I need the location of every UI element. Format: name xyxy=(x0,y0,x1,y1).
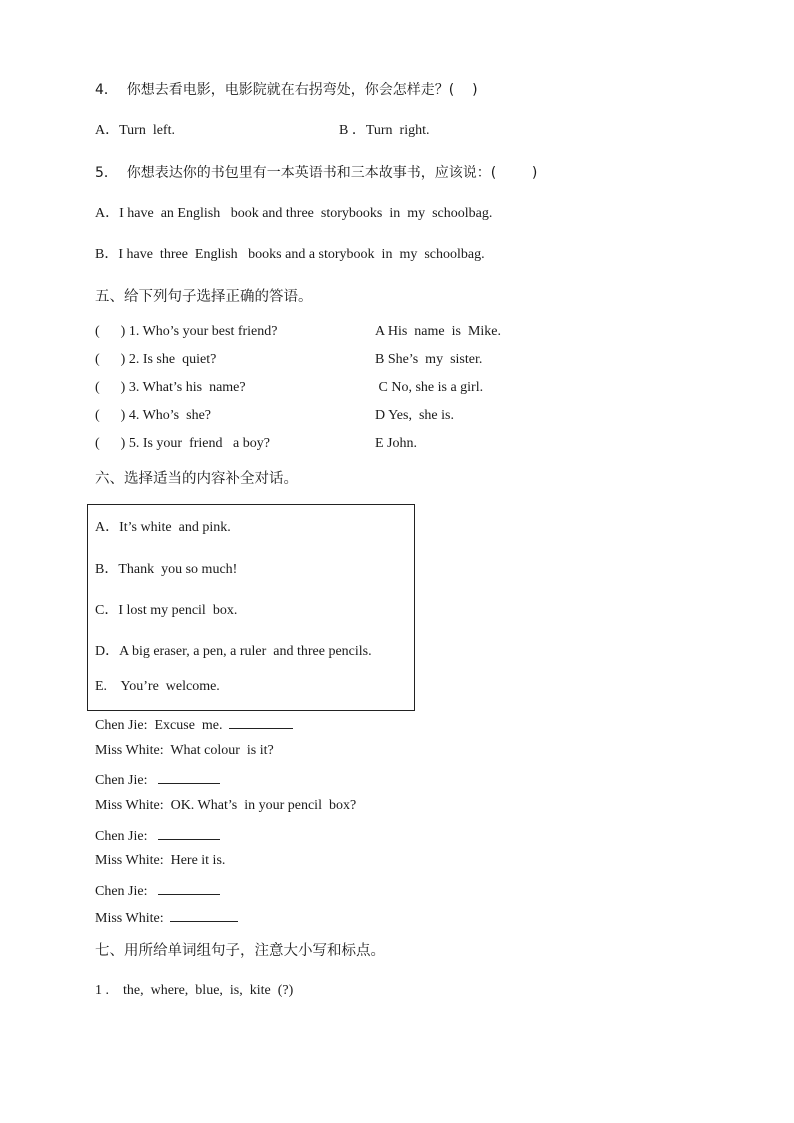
matching-answer-a: A His name is Mike. xyxy=(375,324,501,339)
dialogue-line-2: Miss White: What colour is it? xyxy=(95,743,274,758)
dialogue-line-4: Miss White: OK. What’s in your pencil box? xyxy=(95,798,357,813)
dialogue-text: Chen Jie: Excuse me. xyxy=(95,718,223,733)
section-6-heading: 六、选择适当的内容补全对话。 xyxy=(95,471,298,487)
reorder-item-1: 1 . the, where, blue, is, kite (?) xyxy=(95,983,294,998)
question-4-option-b: B ．Turn right. xyxy=(339,123,430,138)
question-5: 5． 你想表达你的书包里有一本英语书和三本故事书，应该说：( ) xyxy=(95,165,538,181)
dialogue-option-c: C．I lost my pencil box. xyxy=(95,603,238,618)
matching-question-3: ( ) 3. What’s his name? xyxy=(95,380,246,395)
matching-answer-c: C No, she is a girl. xyxy=(375,380,484,395)
question-4-option-a: A．Turn left. xyxy=(95,123,175,138)
matching-question-4: ( ) 4. Who’s she? xyxy=(95,408,211,423)
section-5-heading: 五、给下列句子选择正确的答语。 xyxy=(95,289,313,305)
dialogue-line-3 xyxy=(95,769,220,790)
dialogue-text: Chen Jie: xyxy=(95,884,148,899)
matching-question-2: ( ) 2. Is she quiet? xyxy=(95,352,217,367)
matching-question-1: ( ) 1. Who’s your best friend? xyxy=(95,324,278,339)
dialogue-option-a: A．It’s white and pink. xyxy=(95,520,231,535)
dialogue-line-1 xyxy=(95,714,293,735)
answer-blank[interactable] xyxy=(158,769,220,784)
question-5-option-a: A．I have an English book and three storybooks in my schoolbag. xyxy=(95,206,493,221)
matching-answer-b: B She’s my sister. xyxy=(375,352,483,367)
answer-blank[interactable] xyxy=(158,825,220,840)
dialogue-option-b: B．Thank you so much! xyxy=(95,562,238,577)
dialogue-text: Chen Jie: xyxy=(95,773,148,788)
matching-question-5: ( ) 5. Is your friend a boy? xyxy=(95,436,270,451)
dialogue-line-5 xyxy=(95,825,220,846)
question-4: 4． 你想去看电影，电影院就在右拐弯处，你会怎样走？( ) xyxy=(95,82,478,98)
matching-answer-e: E John. xyxy=(375,436,417,451)
question-5-option-b: B．I have three English books and a storybook in my schoolbag. xyxy=(95,247,485,262)
dialogue-text: Miss White: xyxy=(95,911,164,926)
dialogue-line-8 xyxy=(95,907,238,928)
section-7-heading: 七、用所给单词组句子，注意大小写和标点。 xyxy=(95,943,385,959)
dialogue-option-d: D．A big eraser, a pen, a ruler and three pencils. xyxy=(95,644,372,659)
dialogue-line-7 xyxy=(95,880,220,901)
dialogue-text: Chen Jie: xyxy=(95,829,148,844)
matching-answer-d: D Yes, she is. xyxy=(375,408,454,423)
answer-blank[interactable] xyxy=(158,880,220,895)
answer-blank[interactable] xyxy=(229,714,293,729)
answer-blank[interactable] xyxy=(170,907,238,922)
dialogue-option-e: E. You’re welcome. xyxy=(95,679,220,694)
dialogue-line-6: Miss White: Here it is. xyxy=(95,853,226,868)
